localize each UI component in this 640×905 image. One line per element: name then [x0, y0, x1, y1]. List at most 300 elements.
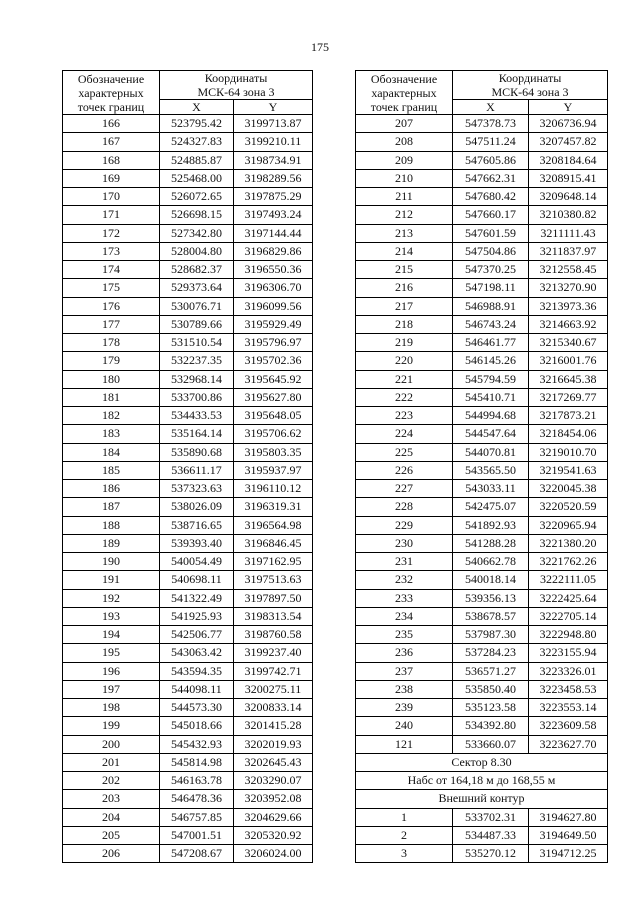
table-row: [356, 480, 608, 498]
point-number: 183: [63, 425, 160, 443]
header-line: Координаты: [204, 71, 268, 85]
table-row: [356, 315, 608, 333]
x-value: 535270.12: [453, 845, 529, 863]
table-row: [356, 279, 608, 297]
x-value: 544994.68: [453, 407, 529, 425]
y-value: 3223326.01: [529, 662, 608, 680]
point-number: 221: [356, 370, 453, 388]
table-row: [63, 425, 313, 443]
header-point-designation: [63, 71, 160, 115]
point-number: 209: [356, 151, 453, 169]
point-number: 219: [356, 334, 453, 352]
y-value: 3211111.43: [529, 224, 608, 242]
x-value: 547511.24: [453, 133, 529, 151]
table-row: [356, 242, 608, 260]
table-row: [63, 808, 313, 826]
point-number: 198: [63, 699, 160, 717]
x-value: 545018.66: [160, 717, 234, 735]
header-y: Y: [234, 100, 313, 115]
x-value: 547198.11: [453, 279, 529, 297]
table-row: [63, 224, 313, 242]
table-row: [356, 607, 608, 625]
y-value: 3198760.58: [234, 626, 313, 644]
y-value: 3195937.97: [234, 461, 313, 479]
point-number: 199: [63, 717, 160, 735]
y-value: 3198313.54: [234, 607, 313, 625]
y-value: 3199210.11: [234, 133, 313, 151]
point-number: 232: [356, 571, 453, 589]
table-row: [356, 188, 608, 206]
table-row: [356, 133, 608, 151]
x-value: 541288.28: [453, 534, 529, 552]
table-row: [63, 352, 313, 370]
x-value: 531510.54: [160, 334, 234, 352]
x-value: 545410.71: [453, 388, 529, 406]
x-value: 544547.64: [453, 425, 529, 443]
table-row: [356, 352, 608, 370]
point-number: 233: [356, 589, 453, 607]
point-number: 167: [63, 133, 160, 151]
table-row: [63, 553, 313, 571]
y-value: 3196099.56: [234, 297, 313, 315]
table-row: [356, 370, 608, 388]
header-coordinates: [453, 71, 608, 100]
header-line: МСК-64 зона 3: [197, 85, 275, 99]
y-value: 3214663.92: [529, 315, 608, 333]
y-value: 3213973.36: [529, 297, 608, 315]
header-line: точек границ: [77, 99, 145, 114]
x-value: 536611.17: [160, 461, 234, 479]
x-value: 547605.86: [453, 151, 529, 169]
x-value: 547001.51: [160, 826, 234, 844]
coordinates-table-left: [62, 70, 313, 863]
point-number: 179: [63, 352, 160, 370]
table-row: [356, 826, 608, 844]
x-value: 547662.31: [453, 169, 529, 187]
header-point-designation: [356, 71, 453, 115]
x-value: 541322.49: [160, 589, 234, 607]
y-value: 3222425.64: [529, 589, 608, 607]
table-row: [356, 261, 608, 279]
table-row: [356, 589, 608, 607]
table-row: [356, 845, 608, 863]
point-number: 181: [63, 388, 160, 406]
page-number: 175: [311, 40, 329, 54]
point-number: 220: [356, 352, 453, 370]
y-value: 3221380.20: [529, 534, 608, 552]
y-value: 3222705.14: [529, 607, 608, 625]
y-value: 3194649.50: [529, 826, 608, 844]
point-number: 193: [63, 607, 160, 625]
point-number: 202: [63, 772, 160, 790]
table-row: [63, 133, 313, 151]
table-row: [63, 461, 313, 479]
point-number: 166: [63, 115, 160, 133]
x-value: 528682.37: [160, 261, 234, 279]
x-value: 537987.30: [453, 626, 529, 644]
y-value: 3202645.43: [234, 753, 313, 771]
point-number: 208: [356, 133, 453, 151]
x-value: 533700.86: [160, 388, 234, 406]
table-row: [63, 662, 313, 680]
y-value: 3208184.64: [529, 151, 608, 169]
y-value: 3219010.70: [529, 443, 608, 461]
y-value: 3220045.38: [529, 480, 608, 498]
point-number: 206: [63, 845, 160, 863]
x-value: 547208.67: [160, 845, 234, 863]
y-value: 3222948.80: [529, 626, 608, 644]
x-value: 539393.40: [160, 534, 234, 552]
table-row: [356, 680, 608, 698]
table-row: [356, 388, 608, 406]
y-value: 3201415.28: [234, 717, 313, 735]
table-row: [63, 297, 313, 315]
point-number: 190: [63, 553, 160, 571]
y-value: 3199713.87: [234, 115, 313, 133]
x-value: 547680.42: [453, 188, 529, 206]
table-row: [63, 589, 313, 607]
y-value: 3217873.21: [529, 407, 608, 425]
point-number: 174: [63, 261, 160, 279]
table-row: [356, 151, 608, 169]
table-row: [63, 516, 313, 534]
x-value: 546163.78: [160, 772, 234, 790]
x-value: 545432.93: [160, 735, 234, 753]
table-row: [356, 735, 608, 753]
table-row: [356, 808, 608, 826]
point-number: 196: [63, 662, 160, 680]
point-number: 191: [63, 571, 160, 589]
table-row: [63, 845, 313, 863]
x-value: 535850.40: [453, 680, 529, 698]
table-row: [63, 607, 313, 625]
header-x: X: [453, 100, 529, 115]
x-value: 540662.78: [453, 553, 529, 571]
x-value: 545794.59: [453, 370, 529, 388]
table-row: [356, 717, 608, 735]
y-value: 3196564.98: [234, 516, 313, 534]
table-row: [356, 224, 608, 242]
point-number: 2: [356, 826, 453, 844]
point-number: 212: [356, 206, 453, 224]
x-value: 536571.27: [453, 662, 529, 680]
point-number: 177: [63, 315, 160, 333]
header-line: Обозначение: [370, 71, 438, 86]
y-value: 3216645.38: [529, 370, 608, 388]
y-value: 3218454.06: [529, 425, 608, 443]
point-number: 195: [63, 644, 160, 662]
table-row: [63, 498, 313, 516]
point-number: 200: [63, 735, 160, 753]
x-value: 538716.65: [160, 516, 234, 534]
y-value: 3202019.93: [234, 735, 313, 753]
y-value: 3207457.82: [529, 133, 608, 151]
x-value: 541892.93: [453, 516, 529, 534]
point-number: 236: [356, 644, 453, 662]
y-value: 3195706.62: [234, 425, 313, 443]
table-row: [356, 644, 608, 662]
point-number: 180: [63, 370, 160, 388]
point-number: 216: [356, 279, 453, 297]
x-value: 527342.80: [160, 224, 234, 242]
point-number: 121: [356, 735, 453, 753]
y-value: 3220965.94: [529, 516, 608, 534]
x-value: 538678.57: [453, 607, 529, 625]
table-row: [356, 206, 608, 224]
y-value: 3205320.92: [234, 826, 313, 844]
point-number: 238: [356, 680, 453, 698]
y-value: 3206736.94: [529, 115, 608, 133]
point-number: 188: [63, 516, 160, 534]
sector-subtitle: Набс от 164,18 м до 168,55 м: [356, 772, 608, 790]
x-value: 524885.87: [160, 151, 234, 169]
y-value: 3219541.63: [529, 461, 608, 479]
table-row: [63, 279, 313, 297]
x-value: 534433.53: [160, 407, 234, 425]
point-number: 231: [356, 553, 453, 571]
table-row: [356, 334, 608, 352]
table-row: [356, 297, 608, 315]
y-value: 3223627.70: [529, 735, 608, 753]
table-row: [63, 188, 313, 206]
point-number: 187: [63, 498, 160, 516]
point-number: 225: [356, 443, 453, 461]
header-line: точек границ: [370, 99, 438, 114]
point-number: 182: [63, 407, 160, 425]
point-number: 178: [63, 334, 160, 352]
x-value: 535123.58: [453, 699, 529, 717]
table-row: [356, 115, 608, 133]
table-row: [63, 115, 313, 133]
table-row: [63, 790, 313, 808]
y-value: 3209648.14: [529, 188, 608, 206]
x-value: 546743.24: [453, 315, 529, 333]
table-row: [63, 370, 313, 388]
x-value: 547601.59: [453, 224, 529, 242]
header-line: Координаты: [498, 71, 562, 85]
table-row: [63, 443, 313, 461]
point-number: 215: [356, 261, 453, 279]
point-number: 175: [63, 279, 160, 297]
x-value: 526072.65: [160, 188, 234, 206]
x-value: 525468.00: [160, 169, 234, 187]
x-value: 530076.71: [160, 297, 234, 315]
table-row: [356, 443, 608, 461]
x-value: 543033.11: [453, 480, 529, 498]
x-value: 546988.91: [453, 297, 529, 315]
table-row: [63, 772, 313, 790]
point-number: 226: [356, 461, 453, 479]
y-value: 3223458.53: [529, 680, 608, 698]
x-value: 544070.81: [453, 443, 529, 461]
y-value: 3198289.56: [234, 169, 313, 187]
x-value: 547660.17: [453, 206, 529, 224]
header-line: Обозначение: [77, 71, 145, 86]
header-line: характерных: [371, 85, 437, 100]
y-value: 3213270.90: [529, 279, 608, 297]
y-value: 3223553.14: [529, 699, 608, 717]
point-number: 184: [63, 443, 160, 461]
y-value: 3195796.97: [234, 334, 313, 352]
x-value: 546478.36: [160, 790, 234, 808]
table-row: [356, 699, 608, 717]
y-value: 3206024.00: [234, 845, 313, 863]
y-value: 3197513.63: [234, 571, 313, 589]
contour-label: Внешний контур: [356, 790, 608, 808]
x-value: 534487.33: [453, 826, 529, 844]
table-row: [63, 388, 313, 406]
table-row: [356, 534, 608, 552]
x-value: 543565.50: [453, 461, 529, 479]
x-value: 535164.14: [160, 425, 234, 443]
y-value: 3217269.77: [529, 388, 608, 406]
point-number: 210: [356, 169, 453, 187]
point-number: 186: [63, 480, 160, 498]
table-row: [63, 644, 313, 662]
x-value: 537323.63: [160, 480, 234, 498]
x-value: 533660.07: [453, 735, 529, 753]
y-value: 3210380.82: [529, 206, 608, 224]
table-row: [63, 571, 313, 589]
table-row: [63, 717, 313, 735]
x-value: 544573.30: [160, 699, 234, 717]
table-row: [63, 699, 313, 717]
sector-title-row: [356, 753, 608, 771]
point-number: 218: [356, 315, 453, 333]
table-row: [63, 151, 313, 169]
point-number: 194: [63, 626, 160, 644]
table-row: [356, 662, 608, 680]
table-row: [63, 315, 313, 333]
point-number: 1: [356, 808, 453, 826]
point-number: 204: [63, 808, 160, 826]
point-number: 3: [356, 845, 453, 863]
y-value: 3196319.31: [234, 498, 313, 516]
table-row: [356, 461, 608, 479]
point-number: 173: [63, 242, 160, 260]
point-number: 224: [356, 425, 453, 443]
x-value: 528004.80: [160, 242, 234, 260]
table-row: [356, 425, 608, 443]
x-value: 538026.09: [160, 498, 234, 516]
point-number: 240: [356, 717, 453, 735]
x-value: 534392.80: [453, 717, 529, 735]
point-number: 169: [63, 169, 160, 187]
y-value: 3195627.80: [234, 388, 313, 406]
y-value: 3197493.24: [234, 206, 313, 224]
point-number: 222: [356, 388, 453, 406]
table-row: [63, 169, 313, 187]
header-x: X: [160, 100, 234, 115]
point-number: 176: [63, 297, 160, 315]
x-value: 541925.93: [160, 607, 234, 625]
point-number: 230: [356, 534, 453, 552]
x-value: 540054.49: [160, 553, 234, 571]
x-value: 529373.64: [160, 279, 234, 297]
y-value: 3195702.36: [234, 352, 313, 370]
x-value: 542475.07: [453, 498, 529, 516]
table-row: [63, 334, 313, 352]
sector-title: Сектор 8.30: [356, 753, 608, 771]
x-value: 543063.42: [160, 644, 234, 662]
y-value: 3204629.66: [234, 808, 313, 826]
x-value: 524327.83: [160, 133, 234, 151]
point-number: 217: [356, 297, 453, 315]
y-value: 3195803.35: [234, 443, 313, 461]
x-value: 546757.85: [160, 808, 234, 826]
x-value: 532968.14: [160, 370, 234, 388]
x-value: 540698.11: [160, 571, 234, 589]
y-value: 3196306.70: [234, 279, 313, 297]
y-value: 3195929.49: [234, 315, 313, 333]
table-row: [63, 261, 313, 279]
table-row: [63, 480, 313, 498]
y-value: 3203290.07: [234, 772, 313, 790]
y-value: 3197144.44: [234, 224, 313, 242]
x-value: 547504.86: [453, 242, 529, 260]
point-number: 203: [63, 790, 160, 808]
table-row: [63, 534, 313, 552]
y-value: 3211837.97: [529, 242, 608, 260]
coordinates-table-right: [355, 70, 608, 863]
table-row: [63, 242, 313, 260]
point-number: 213: [356, 224, 453, 242]
point-number: 205: [63, 826, 160, 844]
table-row: [356, 169, 608, 187]
x-value: 543594.35: [160, 662, 234, 680]
header-line: МСК-64 зона 3: [491, 85, 569, 99]
x-value: 532237.35: [160, 352, 234, 370]
x-value: 544098.11: [160, 680, 234, 698]
y-value: 3194627.80: [529, 808, 608, 826]
x-value: 547370.25: [453, 261, 529, 279]
point-number: 228: [356, 498, 453, 516]
table-row: [63, 680, 313, 698]
x-value: 547378.73: [453, 115, 529, 133]
table-row: [356, 407, 608, 425]
point-number: 211: [356, 188, 453, 206]
point-number: 229: [356, 516, 453, 534]
x-value: 526698.15: [160, 206, 234, 224]
point-number: 201: [63, 753, 160, 771]
y-value: 3194712.25: [529, 845, 608, 863]
table-row: [63, 206, 313, 224]
y-value: 3196829.86: [234, 242, 313, 260]
y-value: 3222111.05: [529, 571, 608, 589]
y-value: 3197162.95: [234, 553, 313, 571]
x-value: 539356.13: [453, 589, 529, 607]
x-value: 533702.31: [453, 808, 529, 826]
point-number: 239: [356, 699, 453, 717]
point-number: 234: [356, 607, 453, 625]
table-row: [356, 498, 608, 516]
point-number: 170: [63, 188, 160, 206]
y-value: 3195645.92: [234, 370, 313, 388]
table-row: [63, 735, 313, 753]
point-number: 207: [356, 115, 453, 133]
table-row: [63, 826, 313, 844]
point-number: 185: [63, 461, 160, 479]
y-value: 3221762.26: [529, 553, 608, 571]
table-row: [356, 516, 608, 534]
y-value: 3215340.67: [529, 334, 608, 352]
y-value: 3220520.59: [529, 498, 608, 516]
table-row: [63, 753, 313, 771]
y-value: 3212558.45: [529, 261, 608, 279]
point-number: 237: [356, 662, 453, 680]
point-number: 171: [63, 206, 160, 224]
point-number: 192: [63, 589, 160, 607]
